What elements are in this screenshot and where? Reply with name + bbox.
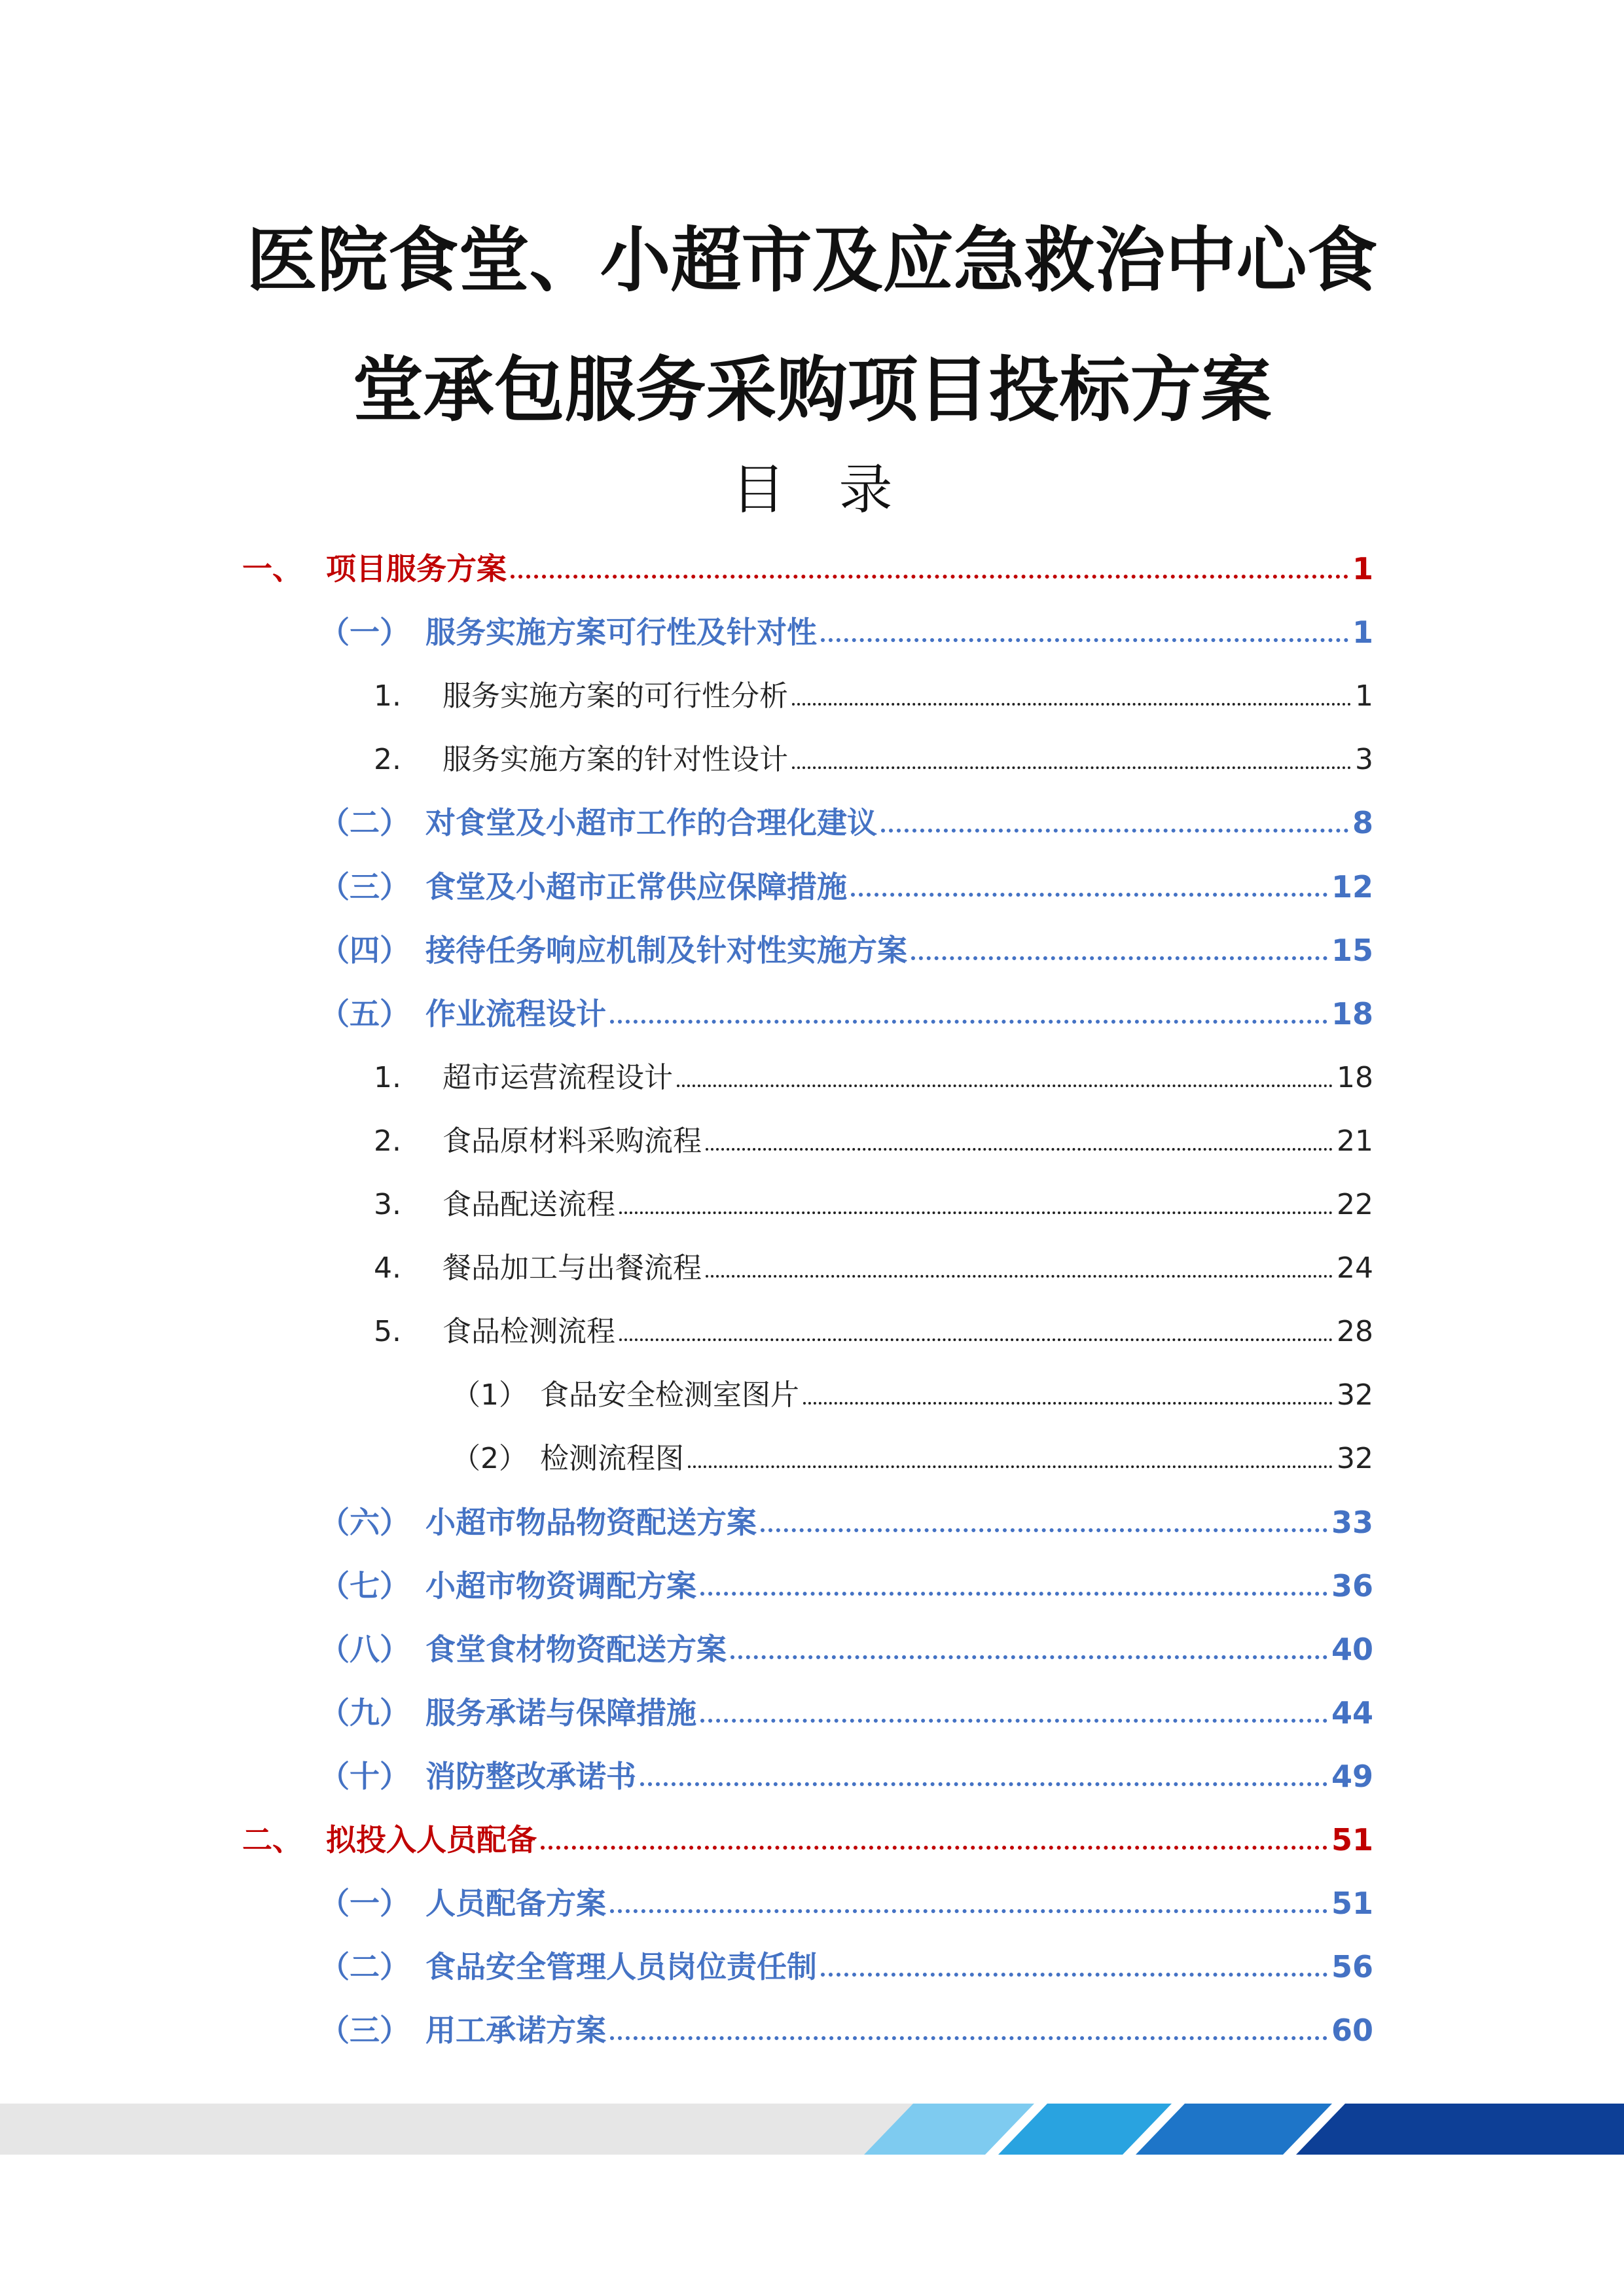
toc-dot-leader <box>792 766 1351 769</box>
toc-entry-number: （四） <box>319 933 410 968</box>
toc-entry-label: 服务实施方案的可行性分析 <box>442 679 788 713</box>
toc-entry[interactable] <box>452 1371 1373 1410</box>
toc-entry-label: 服务实施方案可行性及针对性 <box>425 615 817 650</box>
toc-entry-label: 用工承诺方案 <box>425 2013 606 2048</box>
toc-entry-page: 1 <box>1352 615 1373 650</box>
toc-entry[interactable] <box>319 798 1373 838</box>
toc-entry[interactable] <box>242 1816 1373 1855</box>
toc-entry-number: （2） <box>452 1442 528 1475</box>
toc-entry[interactable] <box>374 735 1373 774</box>
toc-entry[interactable] <box>319 926 1373 968</box>
toc-entry-label: 项目服务方案 <box>326 551 507 586</box>
toc-entry[interactable] <box>319 608 1373 650</box>
document-title-line-1: 医院食堂、小超市及应急救治中心食 <box>246 220 1378 302</box>
toc-entry[interactable] <box>319 2006 1373 2048</box>
toc-dot-leader <box>700 1719 1327 1723</box>
footer-band-stripe-dark <box>1296 2104 1624 2155</box>
footer-band-stripe-blue <box>1136 2104 1332 2155</box>
toc-entry-page: 12 <box>1331 869 1373 905</box>
toc-entry[interactable] <box>374 1307 1373 1346</box>
toc-entry-label: 食堂食材物资配送方案 <box>425 1632 727 1667</box>
toc-entry-number: 2. <box>374 1124 401 1158</box>
toc-entry[interactable] <box>452 1434 1373 1473</box>
toc-entry-label: 食品安全检测室图片 <box>540 1378 799 1412</box>
toc-entry-label: 接待任务响应机制及针对性实施方案 <box>425 933 907 968</box>
toc-entry[interactable] <box>242 545 1373 584</box>
toc-entry-page: 44 <box>1331 1695 1373 1731</box>
toc-entry-number: （十） <box>319 1759 410 1794</box>
toc-dot-leader <box>610 1909 1327 1913</box>
document-title-line-2: 堂承包服务采购项目投标方案 <box>352 350 1272 431</box>
toc-entry[interactable] <box>374 1180 1373 1219</box>
toc-dot-leader <box>706 1275 1333 1278</box>
toc-entry-page: 3 <box>1355 743 1373 776</box>
toc-dot-leader <box>610 2036 1327 2040</box>
toc-entry-label: 餐品加工与出餐流程 <box>442 1251 702 1285</box>
toc-entry-page: 56 <box>1331 1949 1373 1984</box>
toc-entry-page: 51 <box>1331 1886 1373 1921</box>
footer-decorative-band <box>0 2100 1624 2157</box>
toc-entry-number: 5. <box>374 1315 401 1348</box>
toc-entry-number: （一） <box>319 1886 410 1921</box>
toc-entry-label: 超市运营流程设计 <box>442 1061 673 1094</box>
toc-entry-number: 一、 <box>242 551 302 586</box>
toc-entry-number: （一） <box>319 615 410 650</box>
toc-entry-label: 服务实施方案的针对性设计 <box>442 743 788 776</box>
toc-entry-number: 二、 <box>242 1822 302 1857</box>
toc-entry-page: 60 <box>1331 2013 1373 2048</box>
toc-entry-label: 服务承诺与保障措施 <box>425 1695 696 1731</box>
toc-entry-number: （八） <box>319 1632 410 1667</box>
toc-entry[interactable] <box>319 1562 1373 1604</box>
toc-entry-label: 食品安全管理人员岗位责任制 <box>425 1949 817 1984</box>
toc-entry-label: 作业流程设计 <box>425 996 606 1031</box>
toc-entry-label: 消防整改承诺书 <box>425 1759 636 1794</box>
toc-entry-page: 8 <box>1352 805 1373 840</box>
toc-entry-page: 1 <box>1355 679 1373 713</box>
toc-dot-leader <box>619 1338 1333 1341</box>
toc-entry-label: 人员配备方案 <box>425 1886 606 1921</box>
toc-entry-page: 28 <box>1337 1315 1373 1348</box>
toc-dot-leader <box>821 1973 1327 1977</box>
toc-entry-page: 15 <box>1331 933 1373 968</box>
toc-entry-page: 40 <box>1331 1632 1373 1667</box>
toc-entry[interactable] <box>374 672 1373 711</box>
toc-entry-page: 49 <box>1331 1759 1373 1794</box>
toc-dot-leader <box>541 1846 1327 1850</box>
toc-entry-number: 1. <box>374 1061 401 1094</box>
toc-entry-page: 32 <box>1337 1378 1373 1412</box>
toc-dot-leader <box>803 1402 1333 1405</box>
toc-entry[interactable] <box>374 1117 1373 1156</box>
toc-entry[interactable] <box>319 1689 1373 1731</box>
toc-entry[interactable] <box>319 1943 1373 1982</box>
toc-dot-leader <box>700 1592 1327 1596</box>
toc-dot-leader <box>851 893 1327 897</box>
toc-entry-label: 食堂及小超市正常供应保障措施 <box>425 869 847 905</box>
toc-dot-leader <box>761 1528 1327 1532</box>
toc-entry-label: 食品配送流程 <box>442 1188 615 1221</box>
toc-entry-page: 33 <box>1331 1505 1373 1540</box>
toc-entry[interactable] <box>319 1625 1373 1667</box>
toc-entry-label: 拟投入人员配备 <box>326 1822 537 1857</box>
toc-entry[interactable] <box>319 1498 1373 1540</box>
toc-dot-leader <box>881 829 1348 833</box>
toc-entry-number: （三） <box>319 2013 410 2048</box>
toc-entry-number: （五） <box>319 996 410 1031</box>
toc-entry-number: （六） <box>319 1505 410 1540</box>
toc-entry-number: （三） <box>319 869 410 905</box>
toc-dot-leader <box>688 1465 1333 1468</box>
toc-dot-leader <box>911 956 1327 960</box>
toc-dot-leader <box>706 1148 1333 1151</box>
toc-entry-number: 1. <box>374 679 401 713</box>
toc-entry-page: 24 <box>1337 1251 1373 1285</box>
toc-entry-label: 对食堂及小超市工作的合理化建议 <box>425 805 877 840</box>
toc-entry-number: （七） <box>319 1568 410 1604</box>
toc-entry-label: 食品原材料采购流程 <box>442 1124 702 1158</box>
toc-entry-number: （二） <box>319 1949 410 1984</box>
toc-dot-leader <box>640 1782 1327 1786</box>
toc-entry-page: 18 <box>1331 996 1373 1031</box>
toc-dot-leader <box>821 638 1348 642</box>
toc-entry[interactable] <box>374 1244 1373 1283</box>
toc-entry-page: 21 <box>1337 1124 1373 1158</box>
toc-entry-page: 1 <box>1352 551 1373 586</box>
toc-heading: 目 录 <box>731 459 893 521</box>
toc-entry[interactable] <box>319 990 1373 1029</box>
toc-entry-number: 3. <box>374 1188 401 1221</box>
toc-dot-leader <box>619 1211 1333 1214</box>
toc-dot-leader <box>511 575 1348 579</box>
toc-entry-page: 22 <box>1337 1188 1373 1221</box>
toc-entry-label: 食品检测流程 <box>442 1315 615 1348</box>
toc-dot-leader <box>731 1655 1327 1659</box>
toc-entry[interactable] <box>319 1752 1373 1794</box>
toc-entry-label: 检测流程图 <box>540 1442 684 1475</box>
toc-entry-page: 51 <box>1331 1822 1373 1857</box>
toc-entry[interactable] <box>319 863 1373 905</box>
toc-dot-leader <box>677 1085 1333 1087</box>
toc-entry-number: （二） <box>319 805 410 840</box>
toc-entry-page: 18 <box>1337 1061 1373 1094</box>
toc-entry[interactable] <box>374 1053 1373 1092</box>
footer-band-gray <box>0 2104 913 2155</box>
toc-entry-number: 4. <box>374 1251 401 1285</box>
toc-entry-number: （九） <box>319 1695 410 1731</box>
toc-dot-leader <box>610 1020 1327 1024</box>
toc-entry-page: 36 <box>1331 1568 1373 1604</box>
toc-dot-leader <box>792 703 1351 706</box>
toc-entry[interactable] <box>319 1879 1373 1921</box>
toc-entry-label: 小超市物品物资配送方案 <box>425 1505 757 1540</box>
toc-entry-page: 32 <box>1337 1442 1373 1475</box>
toc-entry-label: 小超市物资调配方案 <box>425 1568 696 1604</box>
toc-entry-number: （1） <box>452 1378 528 1412</box>
toc-entry-number: 2. <box>374 743 401 776</box>
